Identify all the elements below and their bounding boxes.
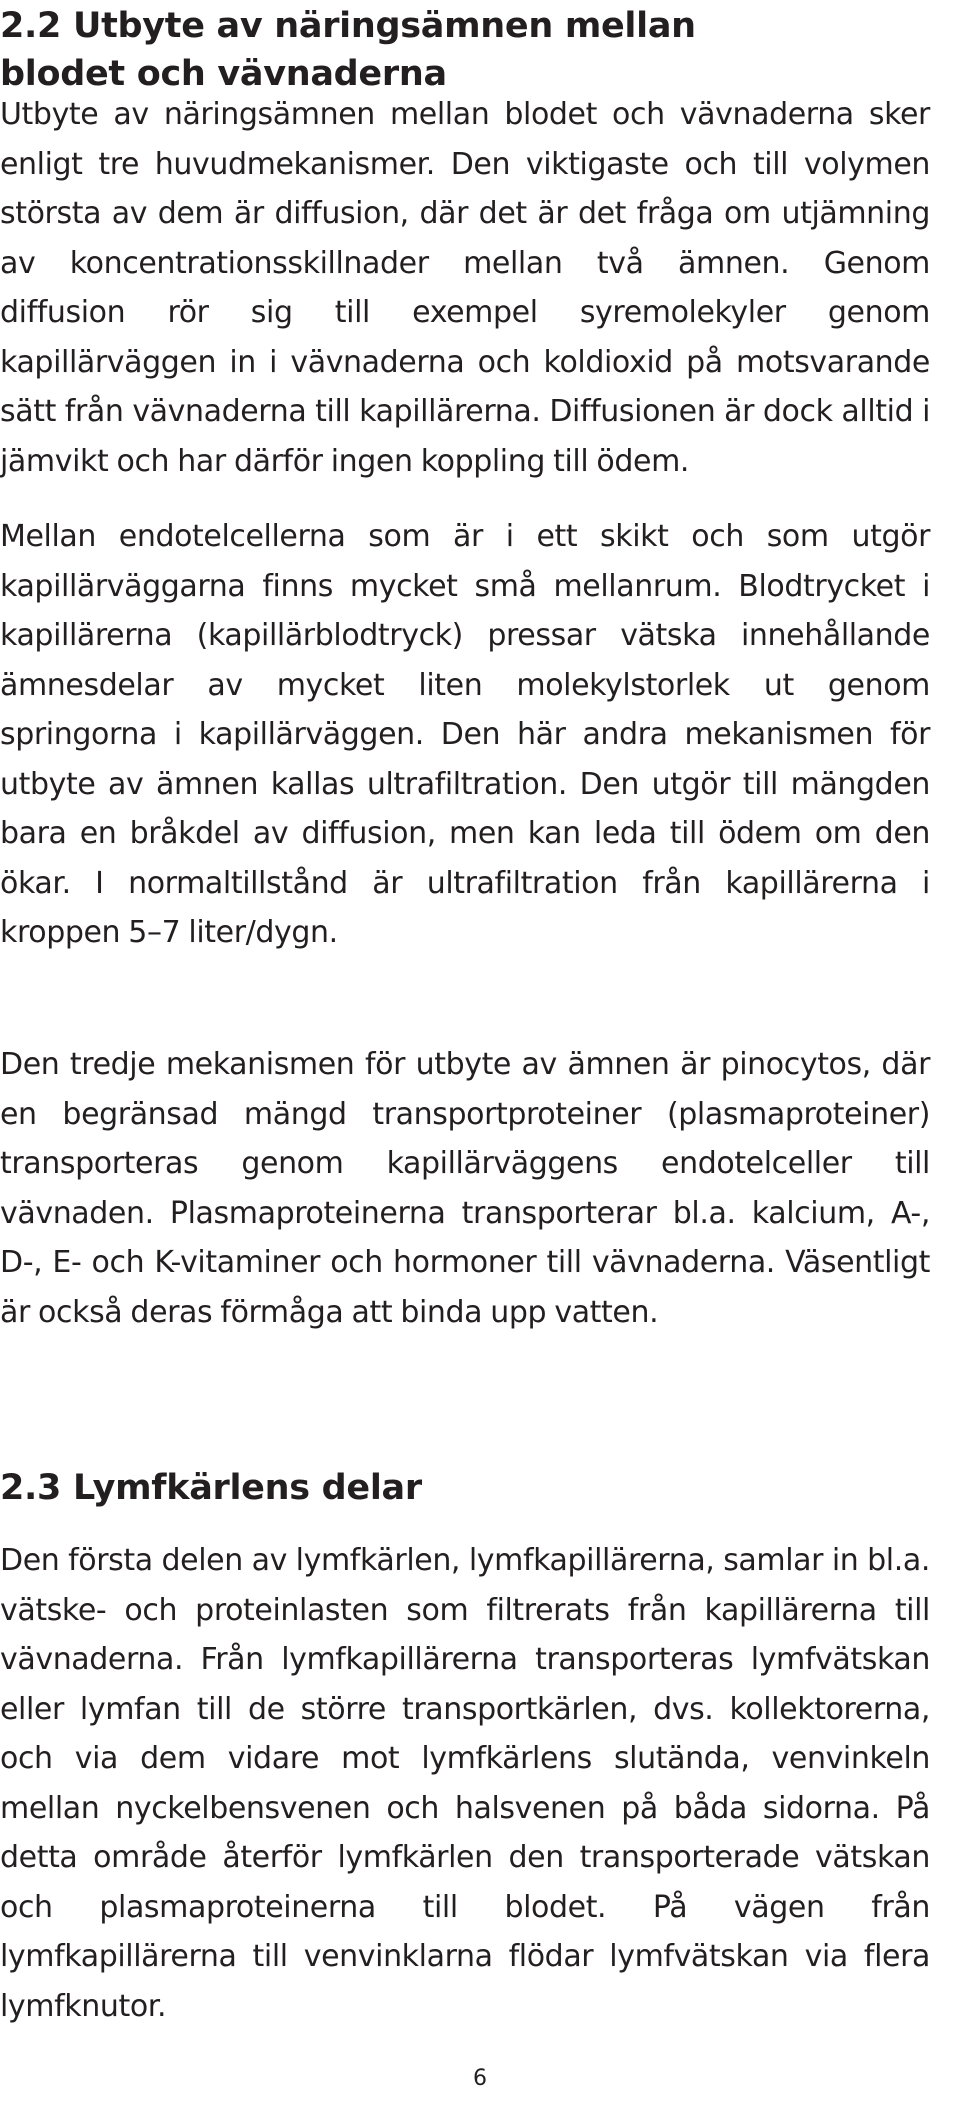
section-heading-2-3: 2.3 Lymfkärlens delar: [0, 1468, 422, 1508]
paragraph-pinocytosis: Den tredje mekanismen för utbyte av ämnen är pinocytos, där en begränsad mängd transportproteiner (plasmaproteiner) transporteras genom kapillärväggens endotelceller till vävnaden. Plasmaproteinerna transporterar bl.a. kalcium, A-, D-, E- och K-vitaminer och hormoner till vävnaderna. Väsentligt är också deras förmåga att binda upp vatten.: [0, 1047, 930, 1330]
page-number: 6: [473, 2066, 487, 2091]
paragraph-ultrafiltration: Mellan endotelcellerna som är i ett skikt och som utgör kapillärväggarna finns mycket små mellanrum. Blodtrycket i kapillärerna (kapillärblodtryck) pressar vätska innehållande ämnesdelar av mycket liten molekylstorlek ut genom springorna i kapillärväggen. Den här andra mekanismen för utbyte av ämnen kallas ultrafiltration. Den utgör till mängden bara en bråkdel av diffusion, men kan leda till ödem om den ökar. I normaltillstånd är ultrafiltration från kapillärerna i kroppen 5–7 liter/dygn.: [0, 519, 930, 950]
paragraph-diffusion: Utbyte av näringsämnen mellan blodet och vävnaderna sker enligt tre huvudmekanismer. Den viktigaste och till volymen största av dem är diffusion, där det är det fråga om utjämning av koncentrationsskillnader mellan två ämnen. Genom diffusion rör sig till exempel syremolekyler genom kapillärväggen in i vävnaderna och koldioxid på motsvarande sätt från vävnaderna till kapillärerna. Diffusionen är dock alltid i jämvikt och har därför ingen koppling till ödem.: [0, 97, 930, 479]
section-heading-2-2: 2.2 Utbyte av näringsämnen mellan blodet och vävnaderna: [0, 6, 696, 94]
paragraph-lymph-vessels: Den första delen av lymfkärlen, lymfkapillärerna, samlar in bl.a. vätske- och proteinlasten som filtrerats från kapillärerna till vävnaderna. Från lymfkapillärerna transporteras lymfvätskan eller lymfan till de större transportkärlen, dvs. kollektorerna, och via dem vidare mot lymfkärlens slutända, venvinkeln mellan nyckelbensvenen och halsvenen på båda sidorna. På detta område återför lymfkärlen den transporterade vätskan och plasmaproteinerna till blodet. På vägen från lymfkapillärerna till venvinklarna flödar lymfvätskan via flera lymfknutor.: [0, 1543, 930, 2024]
